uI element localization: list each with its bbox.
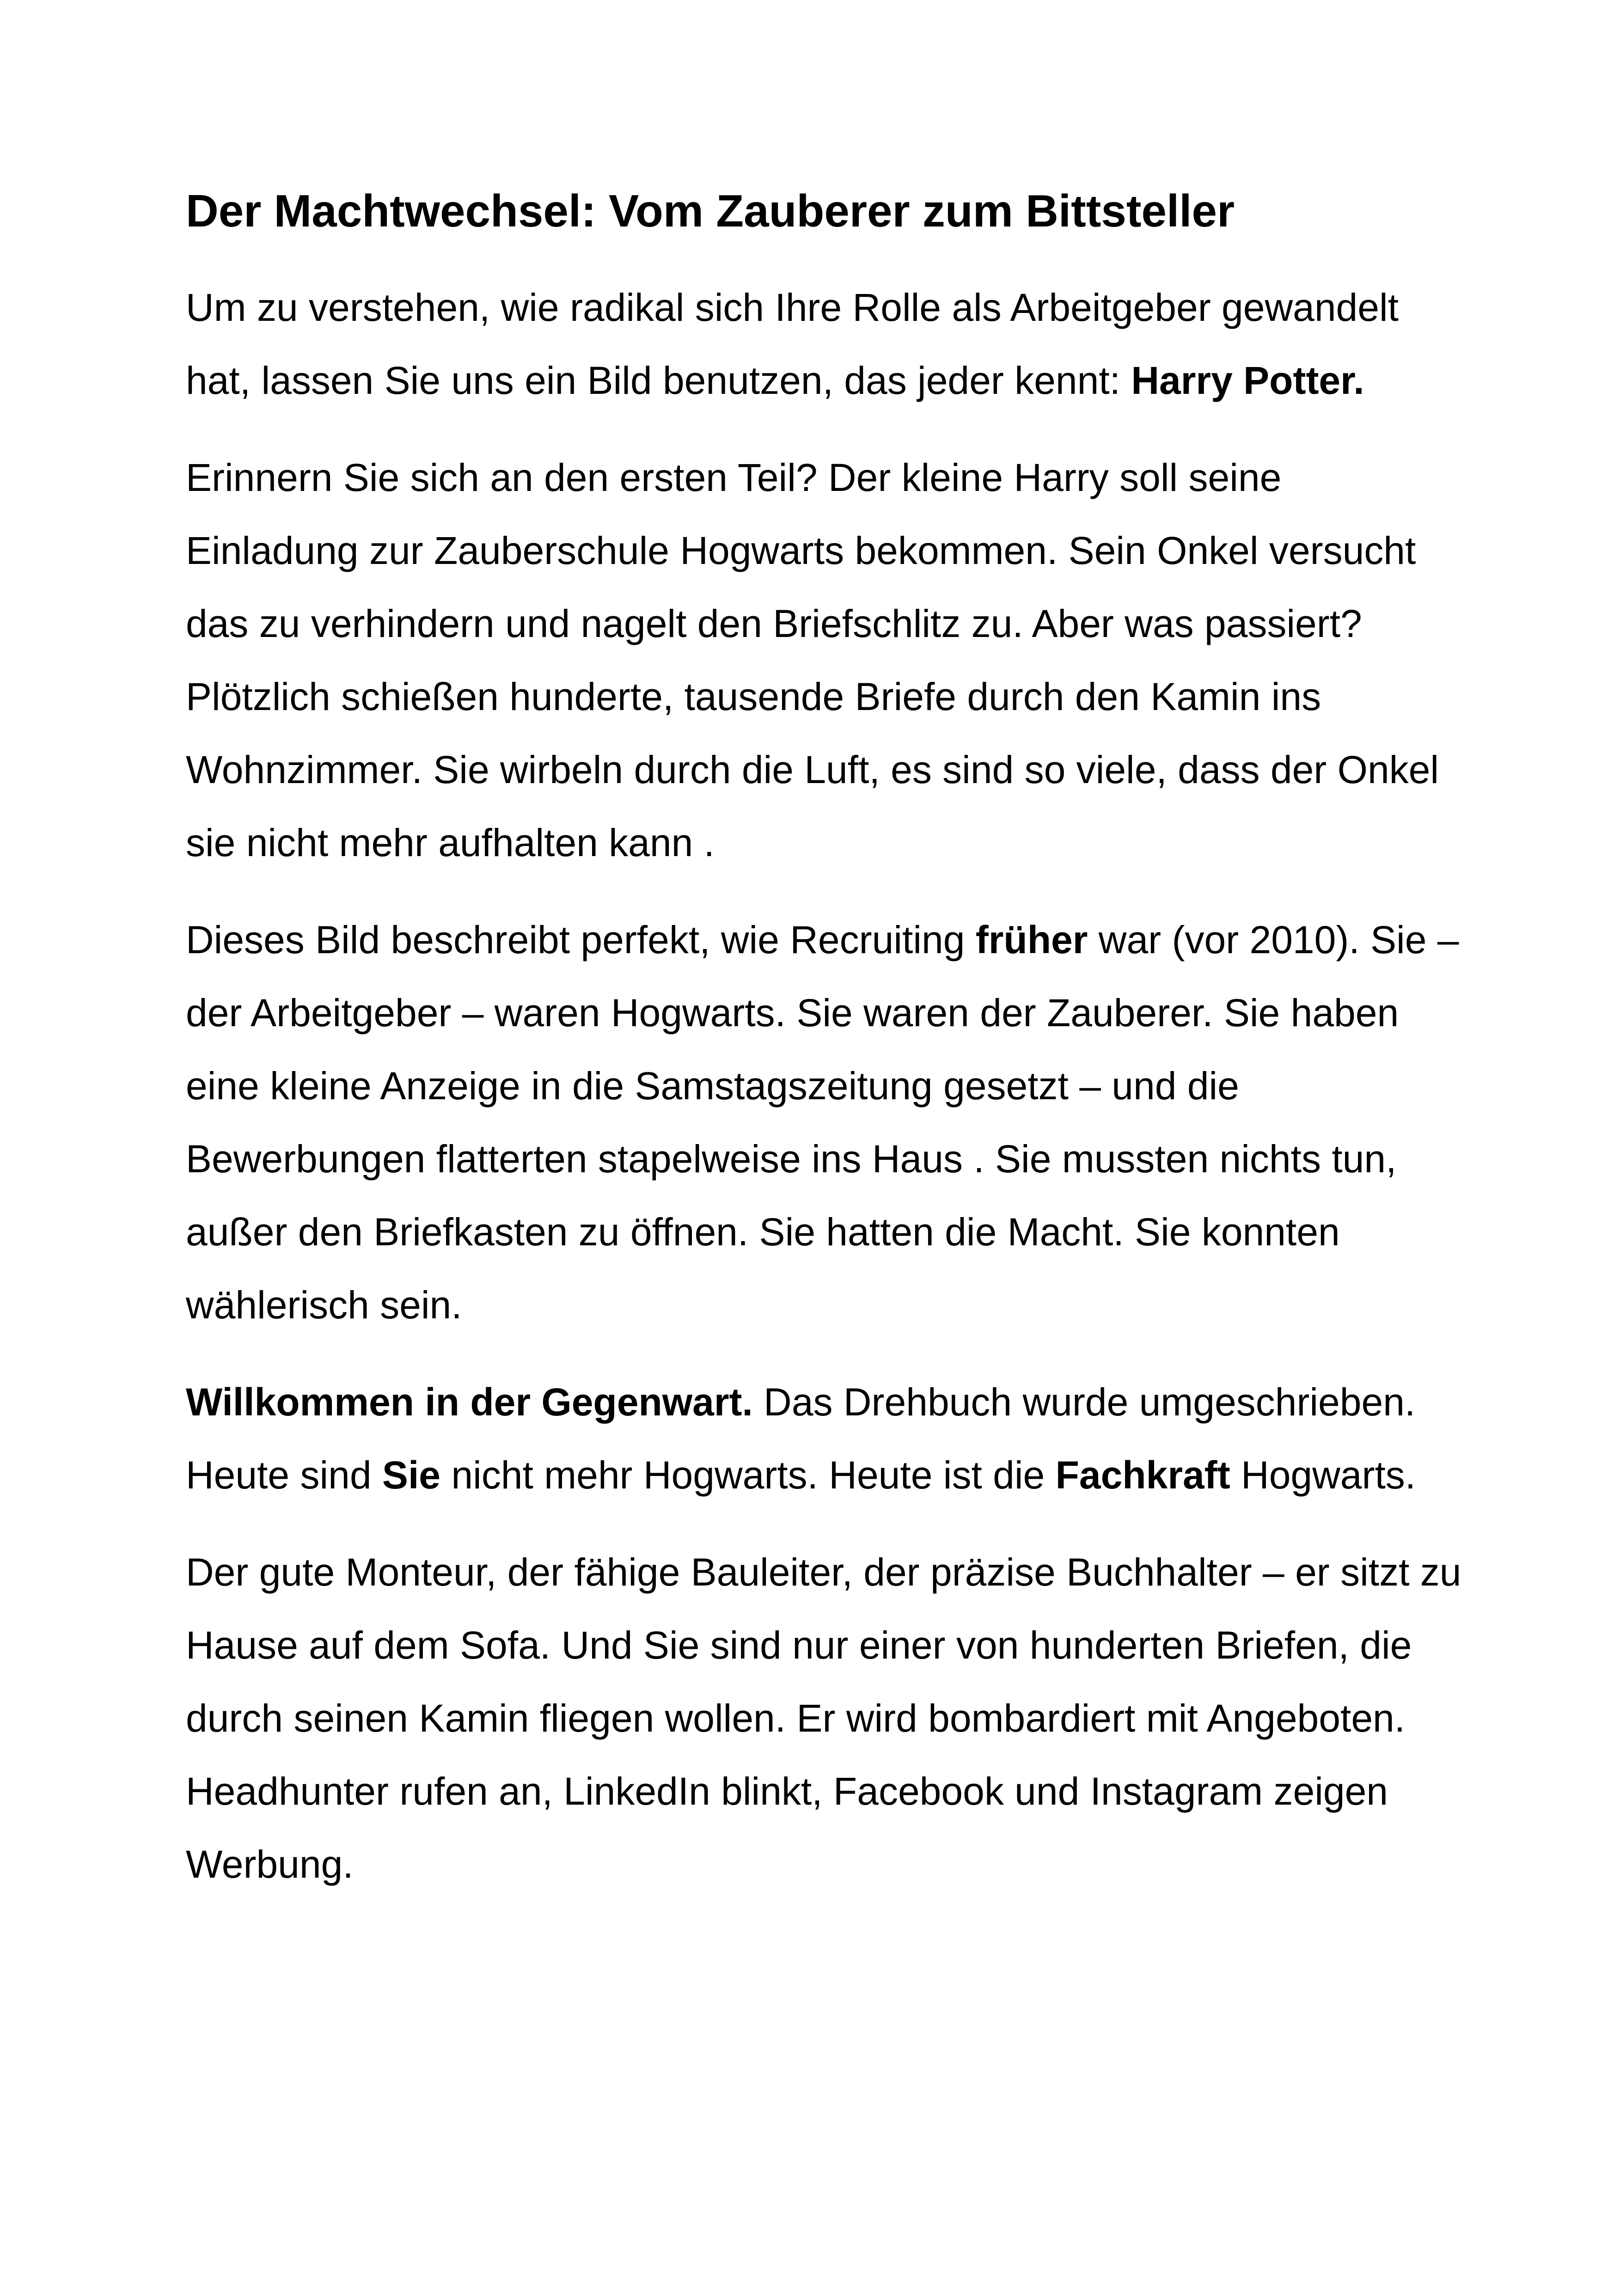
paragraph-2 bbox=[186, 441, 1461, 879]
paragraph-4-bold-willkommen: Willkommen in der Gegenwart. bbox=[186, 1380, 753, 1424]
paragraph-4-text-2: nicht mehr Hogwarts. Heute ist die bbox=[440, 1453, 1056, 1497]
paragraph-3-bold-frueher: früher bbox=[975, 918, 1088, 962]
paragraph-5-text: Der gute Monteur, der fähige Bauleiter, der präzise Buchhalter – er sitzt zu Hause auf dem Sofa. Und Sie sind nur einer von hunderten Briefen, die durch seinen Kamin fliegen wollen. Er wird bombardiert mit Angeboten. Headhunter rufen an, LinkedIn blinkt, Facebook und Instagram zeigen Werbung. bbox=[186, 1550, 1461, 1886]
paragraph-5 bbox=[186, 1536, 1461, 1901]
paragraph-1-text-1: Um zu verstehen, wie radikal sich Ihre Rolle als Arbeitgeber gewandelt hat, lassen Sie uns ein Bild benutzen, das jeder kennt: bbox=[186, 286, 1399, 403]
paragraph-4-text-3: Hogwarts. bbox=[1230, 1453, 1416, 1497]
paragraph-3 bbox=[186, 903, 1461, 1341]
paragraph-4-bold-fachkraft: Fachkraft bbox=[1055, 1453, 1230, 1497]
paragraph-1 bbox=[186, 271, 1461, 417]
paragraph-4-bold-sie: Sie bbox=[382, 1453, 441, 1497]
paragraph-3-text-2: war (vor 2010). Sie – der Arbeitgeber – waren Hogwarts. Sie waren der Zauberer. Sie haben eine kleine Anzeige in die Samstagszeitung gesetzt – und die Bewerbungen flatterten stapelweise ins Haus . Sie mussten nichts tun, außer den Briefkasten zu öffnen. Sie hatten die Macht. Sie konnten wählerisch sein. bbox=[186, 918, 1459, 1327]
paragraph-3-text-1: Dieses Bild beschreibt perfekt, wie Recruiting bbox=[186, 918, 976, 962]
paragraph-1-bold-harry-potter: Harry Potter. bbox=[1131, 359, 1364, 403]
paragraph-4-text-1: Das Drehbuch wurde umgeschrieben. Heute sind bbox=[186, 1380, 1416, 1497]
paragraph-2-text: Erinnern Sie sich an den ersten Teil? Der kleine Harry soll seine Einladung zur Zauberschule Hogwarts bekommen. Sein Onkel versucht das zu verhindern und nagelt den Briefschlitz zu. Aber was passiert? Plötzlich schießen hunderte, tausende Briefe durch den Kamin ins Wohnzimmer. Sie wirbeln durch die Luft, es sind so viele, dass der Onkel sie nicht mehr aufhalten kann . bbox=[186, 456, 1439, 865]
document-content bbox=[186, 180, 1461, 1925]
paragraph-4 bbox=[186, 1365, 1461, 1512]
document-title: Der Machtwechsel: Vom Zauberer zum Bittsteller bbox=[186, 185, 1235, 236]
